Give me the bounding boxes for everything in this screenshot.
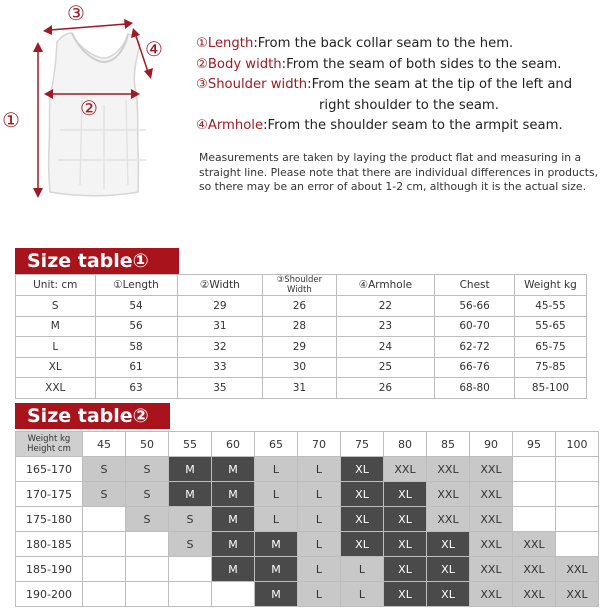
size-table-2-body [16, 457, 599, 607]
weight-header-cell: 100 [556, 432, 599, 457]
size-cell [83, 532, 126, 557]
weight-header-cell: 50 [126, 432, 169, 457]
size-cell [556, 532, 599, 557]
legend-separator: : [263, 118, 268, 133]
legend-separator: : [281, 56, 287, 72]
table-cell: 60-70 [435, 316, 515, 337]
weight-header-cell: 45 [83, 432, 126, 457]
table-cell: 63 [95, 378, 177, 399]
table-cell: XL [16, 357, 96, 378]
table-row [16, 557, 599, 582]
size-table-2 [15, 431, 599, 607]
size-cell [513, 482, 556, 507]
size-cell: XL [341, 507, 384, 532]
size-cell: XL [341, 457, 384, 482]
size-cell: XL [341, 532, 384, 557]
legend-separator: : [307, 77, 312, 92]
table-cell: 24 [336, 337, 435, 358]
table-row [16, 316, 587, 337]
table-row [16, 457, 599, 482]
table-cell: 22 [336, 296, 435, 317]
table-row [16, 507, 599, 532]
table-row [16, 482, 599, 507]
height-label-cell: 175-180 [16, 507, 83, 532]
size-cell: XXL [470, 532, 513, 557]
garment-diagram [0, 0, 195, 240]
table-cell: 30 [263, 357, 336, 378]
legend-term: Body width [207, 56, 282, 72]
legend-description: From the seam at the tip of the left and [311, 77, 573, 92]
weight-header-cell: 85 [427, 432, 470, 457]
table-cell: 29 [177, 296, 263, 317]
size-cell: L [298, 532, 341, 557]
table-row [16, 337, 587, 358]
height-label-cell: 165-170 [16, 457, 83, 482]
size-cell [83, 557, 126, 582]
height-label-cell: 190-200 [16, 582, 83, 607]
legend-length [196, 34, 600, 55]
legend-term: Armhole [207, 118, 264, 133]
table-cell: XXL [16, 378, 96, 399]
size-table-1-title: Size table① [15, 248, 179, 274]
size-cell: XL [427, 582, 470, 607]
legend-description: From the shoulder seam to the armpit seam. [267, 118, 563, 133]
weight-header-cell: 60 [212, 432, 255, 457]
size-cell: XL [384, 557, 427, 582]
size-cell: M [255, 582, 298, 607]
size-cell: L [298, 557, 341, 582]
table-row [16, 582, 599, 607]
column-header-length: ①Length [95, 275, 177, 296]
weight-header-cell: 90 [470, 432, 513, 457]
marker-length: ① [2, 108, 20, 132]
corner-header [16, 432, 83, 457]
size-cell: XXL [556, 557, 599, 582]
size-cell: L [298, 482, 341, 507]
legend-body-width [196, 55, 600, 76]
table-cell: 62-72 [435, 337, 515, 358]
size-cell [212, 582, 255, 607]
size-cell: L [298, 457, 341, 482]
table-row [16, 378, 587, 399]
marker-armhole: ④ [145, 37, 163, 61]
table-cell: 61 [95, 357, 177, 378]
table-cell: 26 [263, 296, 336, 317]
size-cell: S [126, 482, 169, 507]
size-cell: M [212, 507, 255, 532]
size-cell: L [341, 557, 384, 582]
table-cell: 31 [177, 316, 263, 337]
size-cell: L [298, 507, 341, 532]
size-cell [83, 507, 126, 532]
column-header-armhole: ④Armhole [336, 275, 435, 296]
measurement-note: Measurements are taken by laying the product flat and measuring in a straight line. Please note that there are individual differences in products, so there may be an error of about 1-2 cm, although it is the actual size. [199, 151, 599, 193]
legend-shoulder-width-continued [196, 96, 600, 117]
marker-body-width: ② [80, 96, 98, 120]
size-cell: XXL [513, 532, 556, 557]
table-cell: S [16, 296, 96, 317]
size-cell: S [169, 532, 212, 557]
size-cell: S [169, 507, 212, 532]
table-cell: 33 [177, 357, 263, 378]
table-cell: 54 [95, 296, 177, 317]
size-cell [169, 582, 212, 607]
table-cell: 23 [336, 316, 435, 337]
size-cell [513, 507, 556, 532]
table-cell: 56 [95, 316, 177, 337]
size-cell: XL [341, 482, 384, 507]
table-cell: 45-55 [514, 296, 586, 317]
table-cell: 58 [95, 337, 177, 358]
size-cell: S [126, 507, 169, 532]
table-cell: 26 [336, 378, 435, 399]
size-cell [126, 532, 169, 557]
table-cell: 66-76 [435, 357, 515, 378]
size-cell: M [169, 482, 212, 507]
size-cell: M [212, 482, 255, 507]
height-label-cell: 180-185 [16, 532, 83, 557]
table-cell: 29 [263, 337, 336, 358]
size-cell: XXL [556, 582, 599, 607]
size-cell [556, 507, 599, 532]
weight-header-cell: 75 [341, 432, 384, 457]
size-cell [169, 557, 212, 582]
table-cell: 68-80 [435, 378, 515, 399]
size-cell: XXL [470, 482, 513, 507]
size-cell: XXL [470, 557, 513, 582]
size-cell: L [298, 582, 341, 607]
legend-number: ① [196, 36, 208, 51]
size-cell: XXL [427, 507, 470, 532]
size-cell: M [255, 557, 298, 582]
size-cell: XL [427, 557, 470, 582]
size-cell: XXL [470, 457, 513, 482]
size-cell: M [169, 457, 212, 482]
size-cell: L [255, 507, 298, 532]
table-cell: 55-65 [514, 316, 586, 337]
size-cell: XXL [513, 557, 556, 582]
size-cell: M [212, 532, 255, 557]
table-cell: 56-66 [435, 296, 515, 317]
size-cell [126, 557, 169, 582]
legend-description: From the back collar seam to the hem. [257, 36, 514, 51]
column-header-shoulder-width: ③Shoulder Width [263, 275, 336, 296]
size-cell: XL [384, 482, 427, 507]
size-cell [556, 482, 599, 507]
size-cell: M [255, 532, 298, 557]
shoulder-width-arrow [43, 19, 133, 35]
size-cell: L [255, 457, 298, 482]
size-cell: XXL [513, 582, 556, 607]
legend-number: ③ [196, 77, 208, 92]
size-cell: XXL [384, 457, 427, 482]
table-cell: M [16, 316, 96, 337]
table-row [16, 357, 587, 378]
size-cell: M [212, 457, 255, 482]
column-header-unit: Unit: cm [16, 275, 96, 296]
size-cell: S [83, 482, 126, 507]
legend-number: ② [196, 56, 208, 72]
size-cell: XL [384, 507, 427, 532]
column-header-chest: Chest [435, 275, 515, 296]
size-cell [556, 457, 599, 482]
table-cell: 75-85 [514, 357, 586, 378]
legend-description: right shoulder to the seam. [319, 97, 499, 113]
legend-separator: : [253, 36, 258, 51]
column-header-weight: Weight kg [514, 275, 586, 296]
size-cell: XXL [470, 507, 513, 532]
size-cell: M [212, 557, 255, 582]
size-cell [83, 582, 126, 607]
size-cell: L [255, 482, 298, 507]
size-cell: S [83, 457, 126, 482]
size-cell: XXL [470, 582, 513, 607]
measurement-legend [196, 34, 600, 137]
table-row [16, 532, 599, 557]
weight-header-row [16, 432, 599, 457]
table-header-row [16, 275, 587, 296]
weight-header-cell: 55 [169, 432, 212, 457]
size-table-2-title: Size table② [15, 403, 170, 429]
size-cell [513, 457, 556, 482]
legend-number: ④ [196, 118, 208, 133]
size-table-1-body [16, 296, 587, 399]
measurement-section [0, 0, 600, 240]
table-row [16, 296, 587, 317]
weight-header-cell: 80 [384, 432, 427, 457]
table-cell: 35 [177, 378, 263, 399]
length-arrow [33, 42, 43, 198]
table-cell: 28 [263, 316, 336, 337]
size-cell: XL [384, 582, 427, 607]
weight-header-cell: 95 [513, 432, 556, 457]
size-table-1 [15, 274, 587, 399]
height-label-cell: 170-175 [16, 482, 83, 507]
corner-weight-label: Weight kg [27, 434, 71, 444]
column-header-width: ②Width [177, 275, 263, 296]
size-cell: L [341, 582, 384, 607]
weight-header-cell: 70 [298, 432, 341, 457]
table-cell: 85-100 [514, 378, 586, 399]
size-cell: XXL [427, 482, 470, 507]
legend-term: Shoulder width [207, 77, 308, 92]
table-cell: L [16, 337, 96, 358]
size-cell: S [126, 457, 169, 482]
table-cell: 31 [263, 378, 336, 399]
legend-shoulder-width [196, 75, 600, 96]
height-label-cell: 185-190 [16, 557, 83, 582]
weight-header-cell: 65 [255, 432, 298, 457]
legend-description: From the seam of both sides to the seam. [286, 56, 562, 72]
size-cell: XL [384, 532, 427, 557]
legend-term: Length [207, 36, 254, 51]
table-cell: 65-75 [514, 337, 586, 358]
table-cell: 25 [336, 357, 435, 378]
table-cell: 32 [177, 337, 263, 358]
legend-armhole [196, 116, 600, 137]
size-cell: XXL [427, 457, 470, 482]
size-cell: XL [427, 532, 470, 557]
size-cell [126, 582, 169, 607]
marker-shoulder-width: ③ [67, 1, 85, 25]
corner-height-label: Height cm [27, 444, 71, 454]
